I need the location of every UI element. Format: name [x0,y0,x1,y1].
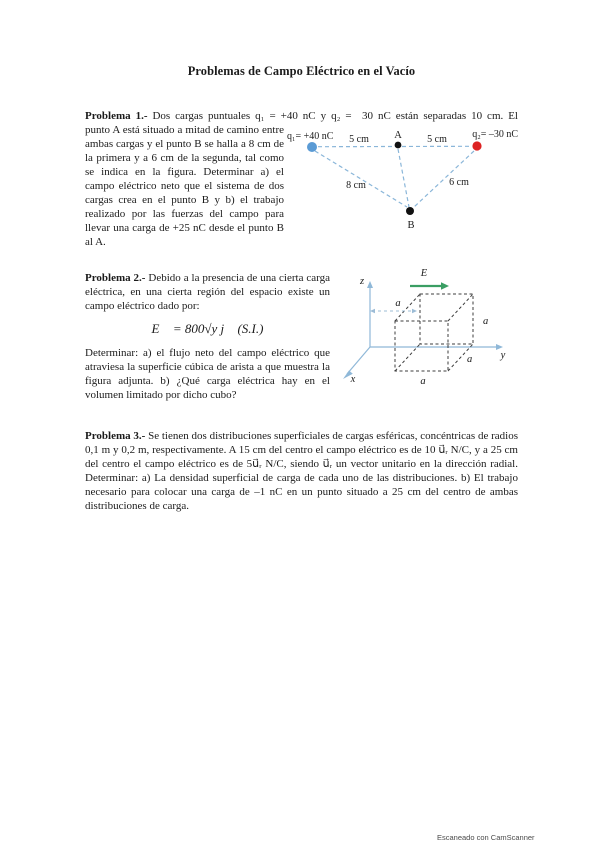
problem-3-body-paragraph [85,429,518,513]
distance-q1-b-label: 8 cm [346,180,366,191]
line-a-b [398,149,409,207]
cube-back-face [420,294,473,344]
cube-edge-bottom-left [395,344,420,371]
y-axis-label: y [500,350,506,361]
problem-2-text-column [85,271,330,402]
field-vector-label: E⃗ [420,268,436,279]
camscanner-watermark: Escaneado con CamScanner [437,833,535,842]
problem-2-intro [85,271,330,313]
charge-q1-dot [307,142,317,152]
point-b-dot [406,207,414,215]
cube-flux-figure [338,257,518,399]
edge-a-bottom-label: a [420,376,426,387]
problem-1-first-line [85,109,518,123]
problem-3-body-text: Se tienen dos distribuciones superficiales de cargas esféricas, concéntricas de radios 0,1 m y 0,2 m, respectivamente. A 15 cm del centro el campo eléctrico es de 10 u⃗ᵣ N/C, y a 25 cm del centro el campo eléctrico es de 5u⃗ᵣ N/C, siendo u⃗ᵣ un vector unitario en la dirección radial. Determinar: a) La densidad superficial de carga de cada uno de las distribuciones. b) El trabajo necesario para colocar una carga de –1 nC en un punto situado a 25 cm del centro de ambas distribuciones de carga. [85,430,519,512]
page-content [85,0,518,513]
point-a-label: A [394,130,402,141]
x-axis-label: x [350,374,356,385]
problem-1-label: Problema 1.- [85,110,148,122]
problem-2-intro-text: Debido a la presencia de una cierta carga eléctrica, en una cierta región del espacio existe un campo eléctrico dado por: [85,272,331,312]
charge-q2-dot [472,141,481,150]
point-b-label: B [407,220,415,231]
page-title: Problemas de Campo Eléctrico en el Vacío [187,64,416,78]
problem-2-label: Problema 2.- [85,272,146,284]
problem-1-intro-text: Dos cargas puntuales q₁ = +40 nC y q₂ = 30 nC están separadas 10 cm. El [152,110,518,122]
z-axis-arrowhead [367,281,373,288]
distance-q2-b-label: 6 cm [449,177,469,188]
problem-2-outro: Determinar: a) el flujo neto del campo eléctrico que atraviesa la superficie cúbica de arista a que muestra la figura adjunta. b) ¿Qué carga eléctrica hay en el volumen limitado por dicho cubo? [85,347,330,401]
problem-1-body: punto A está situado a mitad de camino entre ambas cargas y el punto B se halla a 8 cm de la primera y a 6 cm de la segunda, tal como se indica en la figura. Determinar a) el campo eléctrico neto que el sistema de dos cargas crea en el punto B y b) el trabajo realizado por las fuerzas del campo para llevar una carga de +25 nC desde el punto B al A. [85,124,284,248]
measure-right-arrowhead [412,309,417,313]
point-a-dot [395,142,402,149]
electric-field-equation: E⃗ = 800√y j⃗ (S.I.) [151,321,264,336]
edge-a-top-label: a [395,298,401,309]
problem-2-section [85,268,518,402]
distance-a-q2-label: 5 cm [427,134,447,145]
x-axis [347,347,370,374]
measure-left-arrowhead [370,309,375,313]
cube-front-face [395,321,448,371]
field-vector-arrowhead [441,282,449,290]
q2-value-label: q₂= –30 nC [472,129,518,140]
cube-edge-top-right [448,294,473,321]
distance-q1-a-label: 5 cm [349,134,369,145]
edge-a-depth-label: a [467,354,473,365]
q1-value-label: q₁= +40 nC [287,131,334,142]
problem-3-label: Problema 3.- [85,430,146,442]
line-q1-b [315,151,407,207]
problem-3-section [85,429,518,513]
two-charges-figure [287,126,518,238]
z-axis-label: z [359,276,365,287]
problem-1-section [85,109,518,249]
edge-a-right-label: a [483,316,489,327]
problem-1-row [85,123,518,249]
